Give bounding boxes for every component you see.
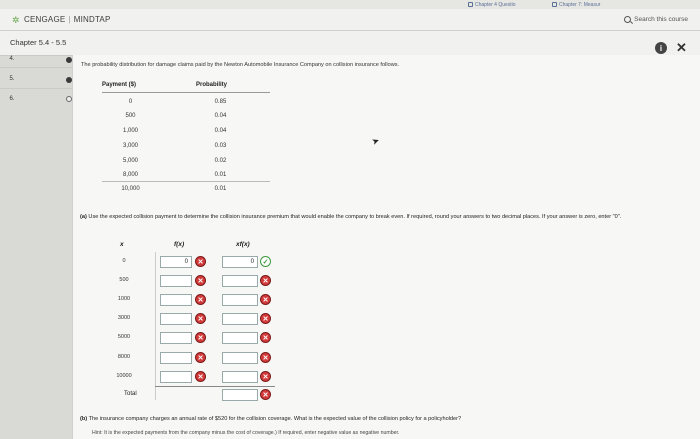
browser-tab-chapter7[interactable] (552, 0, 600, 9)
question-number-6[interactable]: 6. (9, 96, 15, 102)
fx-input[interactable] (160, 313, 192, 325)
x-value: 8000 (117, 354, 131, 360)
incorrect-icon: ✕ (195, 332, 206, 343)
part-b-label: (b) (80, 416, 88, 422)
table-header-probability: Probability (196, 82, 228, 88)
browser-tab-label: Chapter 4 Questio (475, 1, 516, 8)
table-cell: 8,000 (122, 172, 138, 178)
info-icon[interactable]: i (655, 42, 667, 54)
part-b-hint: Hint: It is the expected payments from the company minus the cost of coverage.) If required, enter negative value as negative number. (92, 430, 400, 436)
incorrect-icon: ✕ (260, 275, 271, 286)
table-cell: 1,000 (122, 128, 138, 134)
part-a-text: Use the expected collision payment to determine the collision insurance premium that would enable the company to break even. If required, round your answers to two decimal places. If your answer is zero, enter "0". (88, 214, 622, 220)
search-label: Search this course (634, 16, 688, 23)
cengage-logo-icon: ✲ (12, 15, 20, 25)
col-header-x: x (120, 241, 124, 248)
xfx-input[interactable]: 0 (222, 256, 258, 268)
table-cell: 0.01 (214, 172, 227, 178)
total-xfx-input[interactable] (222, 389, 258, 401)
col-header-xfx: xf(x) (236, 241, 250, 248)
question-intro: The probability distribution for damage claims paid by the Newton Automobile Insurance Company on collision insurance follows. (81, 62, 400, 68)
brand-separator: | (68, 15, 71, 24)
fx-input[interactable]: 0 (160, 256, 192, 268)
tab-page-icon (468, 2, 473, 7)
x-value: 1000 (117, 296, 131, 302)
incorrect-icon: ✕ (260, 371, 271, 382)
incorrect-icon: ✕ (195, 313, 206, 324)
question-number-4[interactable]: 4. (9, 56, 15, 62)
product-name: MINDTAP (73, 15, 111, 24)
table-cell: 5,000 (122, 158, 138, 164)
search-course[interactable] (624, 16, 688, 23)
part-a-label: (a) (80, 214, 87, 220)
table-cell: 0 (128, 99, 133, 105)
browser-tab-label: Chapter 7: Measur (559, 1, 601, 8)
xfx-input[interactable] (222, 352, 258, 364)
table-rule (102, 92, 270, 93)
tab-page-icon (552, 2, 557, 7)
table-cell: 0.85 (214, 99, 227, 105)
table-cell: 500 (125, 113, 136, 119)
fx-input[interactable] (160, 332, 192, 344)
fx-input[interactable] (160, 275, 192, 287)
x-value: 500 (119, 277, 129, 283)
incorrect-icon: ✕ (260, 389, 271, 400)
fx-input[interactable] (160, 294, 192, 306)
column-divider (155, 252, 156, 400)
table-cell: 0.03 (214, 143, 227, 149)
chapter-title: Chapter 5.4 - 5.5 (10, 38, 67, 47)
correct-check-icon: ✓ (260, 256, 271, 267)
incorrect-icon: ✕ (195, 275, 206, 286)
fx-input[interactable] (160, 352, 192, 364)
incorrect-icon: ✕ (195, 371, 206, 382)
table-header-payment: Payment ($) (102, 82, 137, 88)
incorrect-icon: ✕ (195, 294, 206, 305)
close-icon[interactable]: ✕ (676, 40, 687, 55)
brand[interactable] (24, 15, 111, 24)
incorrect-icon: ✕ (195, 352, 206, 363)
chapter-bar (0, 31, 700, 55)
question-number-5[interactable]: 5. (9, 76, 15, 82)
part-a-prompt (80, 213, 670, 222)
part-b-prompt (80, 416, 461, 422)
total-rule (155, 386, 275, 387)
x-value: 3000 (117, 315, 131, 321)
table-cell: 0.01 (214, 186, 227, 192)
brand-name: CENGAGE (24, 15, 66, 24)
table-cell: 0.02 (214, 158, 227, 164)
incorrect-icon: ✕ (260, 294, 271, 305)
xfx-input[interactable] (222, 275, 258, 287)
mouse-cursor-icon: ➤ (370, 135, 381, 148)
xfx-input[interactable] (222, 371, 258, 383)
part-b-text: The insurance company charges an annual rate of $520 for the collision coverage. What is the expected value of the collision policy for a policyholder? (88, 416, 462, 422)
app-header (0, 9, 700, 31)
table-cell: 0.04 (214, 113, 227, 119)
x-value: 5000 (117, 334, 131, 340)
xfx-input[interactable] (222, 313, 258, 325)
table-cell: 3,000 (122, 143, 138, 149)
table-cell: 10,000 (121, 186, 140, 192)
table-rule (102, 181, 270, 182)
xfx-input[interactable] (222, 294, 258, 306)
incorrect-icon: ✕ (260, 313, 271, 324)
xfx-input[interactable] (222, 332, 258, 344)
x-value: 0 (122, 258, 126, 264)
x-value: 10000 (116, 373, 132, 379)
incorrect-icon: ✕ (260, 352, 271, 363)
incorrect-icon: ✕ (195, 256, 206, 267)
table-cell: 0.04 (214, 128, 227, 134)
col-header-fx: f(x) (174, 241, 185, 248)
search-icon (624, 16, 631, 23)
total-label: Total (124, 391, 137, 397)
browser-tab-chapter4[interactable] (468, 0, 516, 9)
incorrect-icon: ✕ (260, 332, 271, 343)
fx-input[interactable] (160, 371, 192, 383)
